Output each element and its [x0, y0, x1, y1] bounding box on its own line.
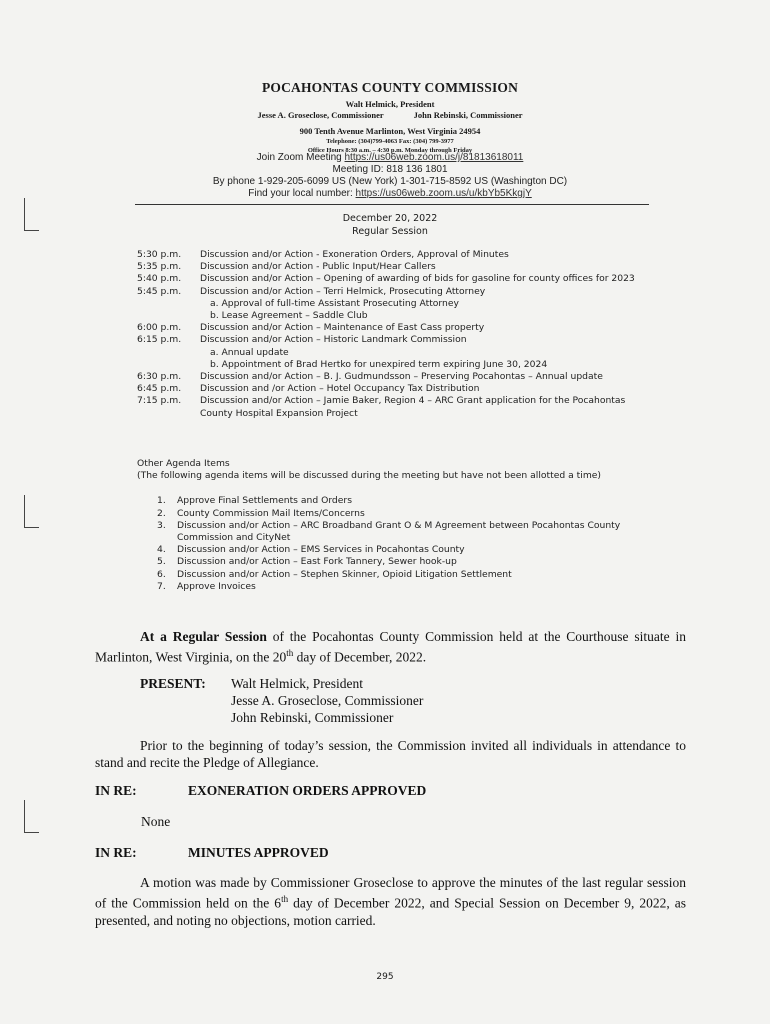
exoneration-body: None	[141, 814, 171, 829]
inre-title: EXONERATION ORDERS APPROVED	[188, 783, 427, 798]
inre-label: IN RE:	[95, 783, 137, 798]
inre-label: IN RE:	[95, 845, 137, 860]
other-item-text: Discussion and/or Action – East Fork Tannery, Sewer hook-up	[177, 556, 457, 568]
present-member-1: Walt Helmick, President	[231, 676, 364, 691]
other-heading: Other Agenda Items	[137, 458, 230, 469]
address-line: 900 Tenth Avenue Marlinton, West Virginia 24954	[299, 126, 481, 136]
agenda-time: 6:45 p.m.	[137, 383, 182, 395]
commissioner-1: Jesse A. Groseclose, Commissioner	[257, 110, 384, 120]
local-number-label: Find your local number:	[248, 188, 353, 199]
other-item	[157, 508, 637, 520]
other-item-number: 7.	[157, 580, 166, 592]
agenda-subitem: a. Annual update	[210, 346, 289, 358]
exoneration-section	[95, 782, 686, 830]
agenda-time: 7:15 p.m.	[137, 395, 182, 407]
present-member-3: John Rebinski, Commissioner	[231, 710, 394, 725]
commission-title: POCAHONTAS COUNTY COMMISSION	[261, 80, 519, 95]
other-item-text: Discussion and/or Action – Stephen Skinner, Opioid Litigation Settlement	[177, 568, 512, 580]
other-item-number: 4.	[157, 544, 166, 556]
other-item-number: 6.	[157, 568, 166, 580]
agenda-desc: Discussion and/or Action - Public Input/Hear Callers	[200, 261, 436, 273]
agenda-time: 5:35 p.m.	[137, 261, 182, 273]
agenda-item	[137, 371, 637, 383]
agenda-subitem: a. Approval of full-time Assistant Prosecuting Attorney	[210, 297, 459, 309]
agenda-desc: Discussion and/or Action – Jamie Baker, Region 4 – ARC Grant application for the Pocahontas County Hospital Expansion Project	[200, 395, 626, 419]
other-item-number: 3.	[157, 519, 166, 531]
agenda-time: 5:30 p.m.	[137, 249, 182, 260]
minutes-section	[95, 844, 686, 861]
agenda-desc-wrap	[200, 286, 637, 323]
intro-ordinal: th	[286, 648, 294, 658]
present-member-2: Jesse A. Groseclose, Commissioner	[231, 693, 424, 708]
session-intro	[95, 628, 686, 666]
agenda-item	[137, 286, 637, 323]
present-block	[140, 675, 600, 726]
other-item-number: 5.	[157, 556, 166, 568]
present-label: PRESENT:	[140, 676, 206, 691]
agenda-item	[137, 383, 637, 395]
other-item-number: 2.	[157, 507, 166, 519]
agenda-desc-wrap	[200, 322, 637, 334]
agenda-item	[137, 261, 637, 273]
zoom-info	[140, 152, 640, 200]
motion-ordinal: th	[281, 894, 289, 904]
other-item	[157, 520, 637, 544]
pledge-text: Prior to the beginning of today’s session, the Commission invited all individuals in attendance to stand and recite the Pledge of Allegiance.	[95, 738, 686, 770]
other-agenda-items	[137, 458, 637, 593]
session-date: December 20, 2022	[342, 213, 438, 224]
agenda-desc-wrap	[200, 371, 637, 383]
agenda-desc-wrap	[200, 334, 637, 371]
inre-title: MINUTES APPROVED	[188, 845, 329, 860]
president-line: Walt Helmick, President	[345, 99, 435, 109]
agenda-desc-wrap	[200, 273, 637, 285]
other-item	[157, 544, 637, 556]
other-item-text: Approve Invoices	[177, 580, 256, 592]
agenda-time: 6:15 p.m.	[137, 334, 182, 346]
other-item	[157, 495, 637, 507]
other-item	[157, 569, 637, 581]
binding-mark	[24, 800, 39, 833]
other-item	[157, 556, 637, 568]
agenda-desc: Discussion and/or Action – Opening of awarding of bids for gasoline for county offices for 2023	[200, 273, 635, 285]
agenda-item	[137, 334, 637, 371]
page-number: 295	[376, 972, 394, 982]
intro-text: of the Pocahontas County Commission held at the Courthouse situate in Marlinton, West Virginia, on the 20	[95, 629, 686, 665]
agenda-desc-wrap	[200, 395, 637, 419]
other-item-text: Discussion and/or Action – EMS Services in Pocahontas County	[177, 544, 465, 556]
zoom-meeting-id: Meeting ID: 818 136 1801	[332, 164, 448, 175]
zoom-join-link[interactable]: https://us06web.zoom.us/j/81813618011	[344, 152, 524, 163]
agenda-item	[137, 322, 637, 334]
agenda-desc-wrap	[200, 383, 637, 395]
motion-text-b: day of December 2022, and Special Session on December 9, 2022, as presented, and noting no objections, motion carried.	[95, 895, 686, 928]
agenda-desc-wrap	[200, 249, 637, 261]
zoom-join-label: Join Zoom Meeting	[256, 152, 342, 163]
agenda-item	[137, 273, 637, 285]
agenda-desc: Discussion and /or Action – Hotel Occupancy Tax Distribution	[200, 383, 480, 395]
header-divider	[135, 204, 649, 205]
binding-mark	[24, 198, 39, 231]
session-type: Regular Session	[352, 226, 428, 237]
agenda-time: 5:40 p.m.	[137, 273, 182, 285]
intro-bold: At a Regular Session	[140, 629, 267, 644]
phone-label: By phone	[212, 176, 256, 187]
letterhead	[130, 80, 650, 155]
agenda-time: 6:00 p.m.	[137, 322, 182, 334]
session-heading	[140, 212, 640, 238]
phone-line: Telephone: (304)799-4063 Fax: (304) 799-3977	[326, 138, 454, 145]
agenda-desc: Discussion and/or Action – Terri Helmick, Prosecuting Attorney	[200, 285, 486, 297]
agenda-desc: Discussion and/or Action – Historic Landmark Commission	[200, 334, 467, 346]
other-note: (The following agenda items will be discussed during the meeting but have not been allotted a time)	[137, 470, 602, 482]
agenda-desc-wrap	[200, 261, 637, 273]
agenda-time: 6:30 p.m.	[137, 371, 182, 383]
agenda-subitem: b. Lease Agreement – Saddle Club	[210, 310, 368, 322]
local-number-link[interactable]: https://us06web.zoom.us/u/kbYb5KkgjY	[355, 188, 532, 199]
agenda-desc: Discussion and/or Action – B. J. Gudmundsson – Preserving Pocahontas – Annual update	[200, 371, 603, 383]
agenda-list	[137, 249, 637, 420]
other-items-list	[137, 495, 637, 593]
hours-line: Office Hours 8:30 a.m. – 4:30 p.m. Monday through Friday	[307, 147, 473, 154]
agenda-item	[137, 395, 637, 419]
agenda-item	[137, 249, 637, 261]
commissioner-2: John Rebinski, Commissioner	[413, 110, 523, 120]
agenda-subitem: b. Appointment of Brad Hertko for unexpired term expiring June 30, 2024	[210, 358, 548, 370]
motion-paragraph	[95, 874, 686, 929]
binding-mark	[24, 495, 39, 528]
other-item-number: 1.	[157, 495, 166, 507]
other-item-text: County Commission Mail Items/Concerns	[177, 507, 365, 519]
intro-end: day of December, 2022.	[293, 649, 427, 665]
other-item-text: Approve Final Settlements and Orders	[177, 495, 352, 507]
agenda-desc: Discussion and/or Action - Exoneration Orders, Approval of Minutes	[200, 249, 509, 260]
other-item	[157, 581, 637, 593]
motion-text-a: A motion was made by Commissioner Groseclose to approve the minutes of the last regular session of the Commission held on the 6	[95, 875, 686, 911]
agenda-time: 5:45 p.m.	[137, 285, 182, 297]
other-item-text: Discussion and/or Action – ARC Broadband Grant O & M Agreement between Pocahontas County Commission and CityNet	[177, 519, 621, 544]
agenda-desc: Discussion and/or Action – Maintenance of East Cass property	[200, 322, 485, 334]
phone-numbers: 1-929-205-6099 US (New York) 1-301-715-8592 US (Washington DC)	[257, 176, 568, 187]
pledge-paragraph	[95, 737, 686, 771]
